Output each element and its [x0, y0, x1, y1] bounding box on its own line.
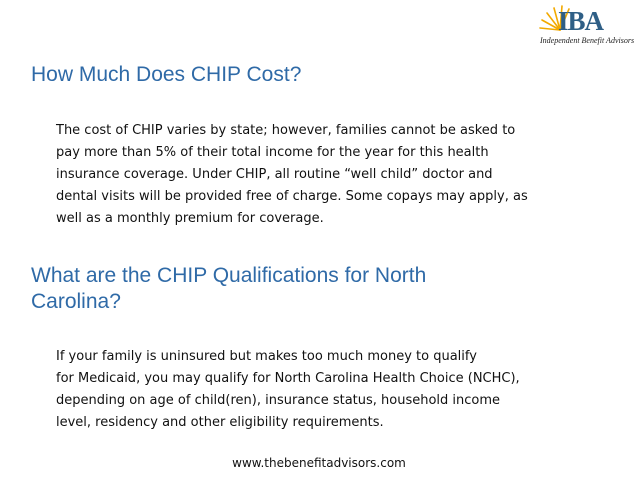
heading-chip-qualifications [31, 263, 551, 315]
heading-line: What are the CHIP Qualifications for North [31, 264, 427, 287]
iba-logo [536, 4, 635, 50]
text-line: level, residency and other eligibility requirements. [56, 415, 384, 430]
logo-wordmark: IBA [558, 6, 604, 36]
footer-url: www.thebenefitadvisors.com [232, 456, 406, 470]
text-line: well as a monthly premium for coverage. [56, 211, 324, 226]
text-line: for Medicaid, you may qualify for North Carolina Health Choice (NCHC), [56, 371, 520, 386]
text-line: dental visits will be provided free of charge. Some copays may apply, as [56, 189, 528, 204]
heading-line: Carolina? [31, 290, 121, 313]
paragraph-chip-qualifications [56, 346, 576, 434]
text-line: The cost of CHIP varies by state; however, families cannot be asked to [56, 123, 516, 138]
logo-tagline: Independent Benefit Advisors [540, 36, 635, 45]
text-line: depending on age of child(ren), insurance status, household income [56, 393, 501, 408]
paragraph-chip-cost [56, 120, 576, 230]
text-line: If your family is uninsured but makes too much money to qualify [56, 349, 477, 364]
text-line: insurance coverage. Under CHIP, all routine “well child” doctor and [56, 167, 493, 182]
text-line: pay more than 5% of their total income for the year for this health [56, 145, 489, 160]
heading-chip-cost: How Much Does CHIP Cost? [31, 63, 302, 86]
